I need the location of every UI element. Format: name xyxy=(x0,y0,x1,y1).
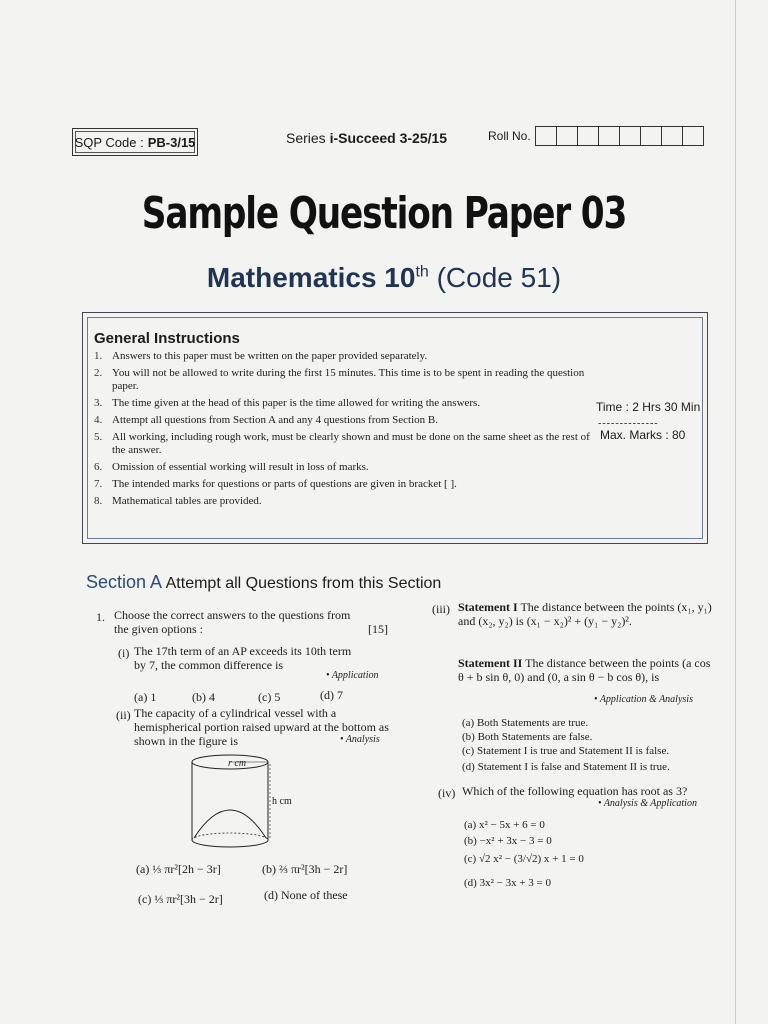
q1-number: 1. xyxy=(96,610,105,624)
fig-h-label: h cm xyxy=(272,796,292,807)
q1-i-opt-b: (b) 4 xyxy=(192,690,215,704)
instruction-number: 3. xyxy=(94,397,103,409)
instructions-list xyxy=(94,350,594,512)
q1-iii-opt-a: (a) Both Statements are true. xyxy=(462,717,589,729)
q1-ii-opt-d: (d) None of these xyxy=(264,888,348,902)
q1-iii-label: (iii) xyxy=(432,602,450,616)
instruction-item xyxy=(94,431,594,457)
q1-iv-text: Which of the following equation has root as 3? xyxy=(462,784,688,798)
instruction-text: You will not be allowed to write during the first 15 minutes. This time is to be spent in reading the question paper. xyxy=(112,367,585,392)
page-edge xyxy=(735,0,736,1024)
instructions-heading: General Instructions xyxy=(94,330,240,347)
fig-r-label: r cm xyxy=(228,758,247,769)
q1-i-label: (i) xyxy=(118,646,130,660)
subject-code: (Code 51) xyxy=(428,262,562,293)
q1-i-opt-a: (a) 1 xyxy=(134,690,157,704)
instruction-item xyxy=(94,367,594,393)
instruction-text: Mathematical tables are provided. xyxy=(112,495,262,507)
time-allowed: Time : 2 Hrs 30 Min xyxy=(596,400,701,414)
roll-number xyxy=(488,126,704,146)
page-subtitle xyxy=(0,262,768,294)
roll-number-boxes xyxy=(535,126,704,146)
series-label: Series xyxy=(286,130,326,146)
q1-i-opt-c: (c) 5 xyxy=(258,690,281,704)
q1-iii-statement-2 xyxy=(458,656,712,684)
sqp-code-label: SQP Code : xyxy=(74,134,144,150)
q1-iii-tag: • Application & Analysis xyxy=(594,694,693,705)
instruction-number: 5. xyxy=(94,431,103,443)
sqp-code-box xyxy=(72,128,198,156)
section-heading xyxy=(86,572,441,593)
instruction-text: The time given at the head of this paper is the time allowed for writing the answers. xyxy=(112,397,481,409)
q1-ii-opt-b: (b) ⅔ πr²[3h − 2r] xyxy=(262,862,348,876)
instruction-number: 4. xyxy=(94,414,103,426)
statement-1-text: The distance between the points (x₁, y₁) and (x₂, y₂) is (x₁ − x₂)² + (y₁ − y₂)². xyxy=(458,600,712,628)
q1-i-tag: • Application xyxy=(326,670,379,681)
subject: Mathematics 10 xyxy=(206,262,416,293)
instruction-item xyxy=(94,350,594,363)
instruction-number: 6. xyxy=(94,461,103,473)
instruction-item xyxy=(94,461,594,474)
sqp-code-value: PB-3/15 xyxy=(147,134,196,150)
q1-text: Choose the correct answers to the questions from the given options : xyxy=(114,608,351,636)
divider: -------------- xyxy=(598,418,659,429)
instruction-text: The intended marks for questions or parts of questions are given in bracket [ ]. xyxy=(112,478,457,490)
instruction-text: Omission of essential working will result in loss of marks. xyxy=(112,461,369,473)
q1-ii-opt-a: (a) ⅓ πr²[2h − 3r] xyxy=(136,862,221,876)
statement-2-text: The distance between the points (a cos θ + b sin θ, 0) and (0, a sin θ − b cos θ), is xyxy=(458,656,711,684)
statement-1-label: Statement I xyxy=(458,600,518,614)
instruction-item xyxy=(94,414,594,427)
q1-ii-text: The capacity of a cylindrical vessel with a hemispherical portion raised upward at the bottom as shown in the figure is xyxy=(134,706,389,748)
q1-iv-label: (iv) xyxy=(438,786,456,800)
subject-sup: th xyxy=(415,263,429,281)
section-name: Section A xyxy=(86,572,163,592)
series-value: i-Succeed 3-25/15 xyxy=(329,130,448,146)
q1-ii-tag: • Analysis xyxy=(340,734,380,745)
instruction-number: 2. xyxy=(94,367,103,379)
q1-iv-opt-a: (a) x² − 5x + 6 = 0 xyxy=(464,819,545,831)
instruction-number: 8. xyxy=(94,495,103,507)
q1-iii-opt-d: (d) Statement I is false and Statement II is true. xyxy=(462,761,670,773)
instruction-item xyxy=(94,495,594,508)
q1-i-opt-d: (d) 7 xyxy=(320,688,343,702)
statement-2-label: Statement II xyxy=(458,656,523,670)
q1-iii-statement-1 xyxy=(458,600,712,628)
q1-iii-opt-c: (c) Statement I is true and Statement II is false. xyxy=(462,745,670,757)
instruction-item xyxy=(94,397,594,410)
q1-marks: [15] xyxy=(368,622,388,636)
instruction-text: Answers to this paper must be written on the paper provided separately. xyxy=(112,350,428,362)
q1-ii-label: (ii) xyxy=(116,708,131,722)
q1-iv-opt-c: (c) √2 x² − (3/√2) x + 1 = 0 xyxy=(464,853,584,865)
q1-i-text: The 17th term of an AP exceeds its 10th term by 7, the common difference is xyxy=(134,644,352,672)
q1-iv-opt-b: (b) −x² + 3x − 3 = 0 xyxy=(464,835,552,847)
series xyxy=(286,130,447,146)
page-title: Sample Question Paper 03 xyxy=(141,188,627,239)
instruction-text: All working, including rough work, must be clearly shown and must be done on the same sheet as the rest of the answer. xyxy=(112,431,590,456)
q1-ii-opt-c: (c) ⅓ πr²[3h − 2r] xyxy=(138,892,223,906)
section-desc: Attempt all Questions from this Section xyxy=(165,575,442,592)
q1-iv-opt-d: (d) 3x² − 3x + 3 = 0 xyxy=(464,877,551,889)
roll-label: Roll No. xyxy=(488,129,531,143)
instruction-number: 7. xyxy=(94,478,103,490)
q1-iii-opt-b: (b) Both Statements are false. xyxy=(462,731,593,743)
instruction-text: Attempt all questions from Section A and any 4 questions from Section B. xyxy=(112,414,438,426)
max-marks: Max. Marks : 80 xyxy=(600,428,686,442)
instruction-number: 1. xyxy=(94,350,103,362)
q1-iv-tag: • Analysis & Application xyxy=(598,798,697,809)
instruction-item xyxy=(94,478,594,491)
